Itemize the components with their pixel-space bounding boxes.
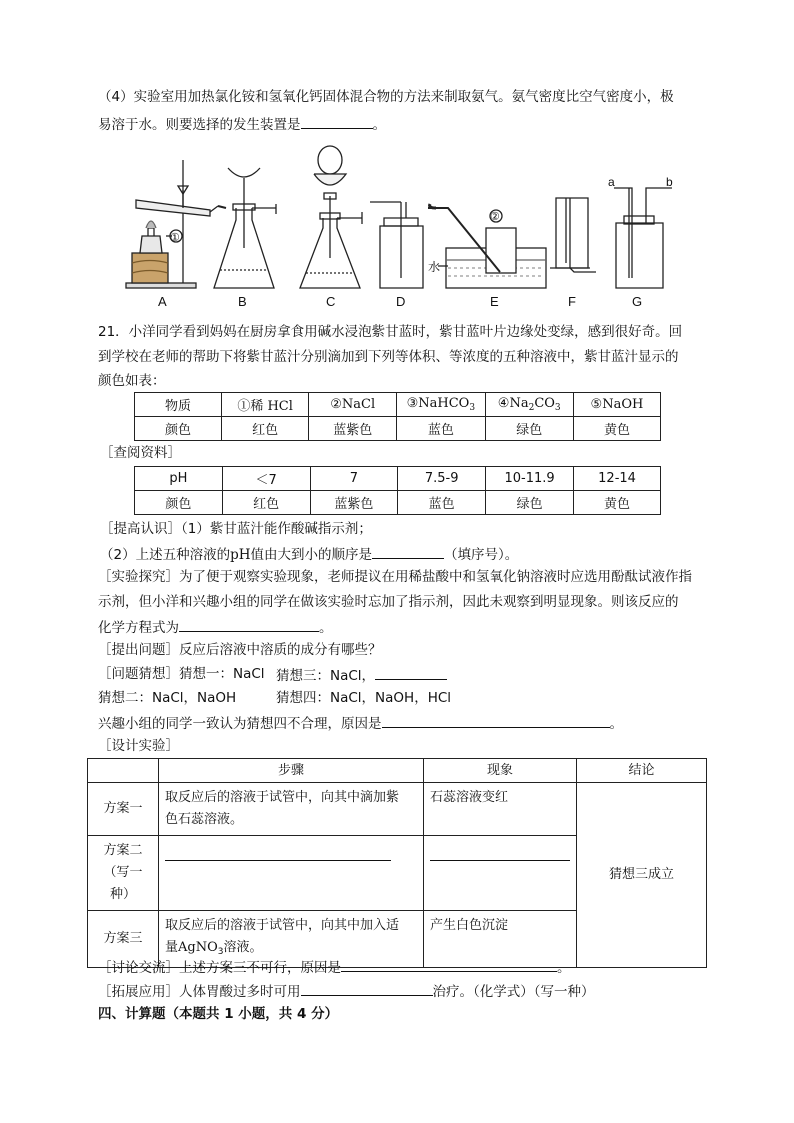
plan1-label: 方案一	[88, 783, 159, 836]
exp-header: 结论	[577, 759, 707, 783]
table2-cell: 12-14	[574, 467, 661, 491]
apparatus-c	[300, 146, 362, 288]
plan2-label-line: 方案二	[103, 843, 143, 858]
table1-cell: ②NaCl	[309, 393, 397, 417]
apparatus-g	[614, 188, 672, 288]
table1-cell: 蓝色	[397, 417, 485, 441]
answer-blank[interactable]	[375, 665, 447, 680]
q4-line2-end: 。	[372, 117, 386, 133]
q4-line1: （4）实验室用加热氯化铵和氢氧化钙固体混合物的方法来制取氨气。氨气密度比空气密度小，极	[98, 89, 674, 105]
answer-blank[interactable]	[341, 957, 557, 972]
q21-line3: 颜色如表：	[98, 373, 166, 389]
table2-cell: ＜7	[222, 467, 310, 491]
exp-header	[88, 759, 159, 783]
guess2-text: 猜想二：NaCl，NaOH	[98, 690, 237, 706]
table1-cell	[485, 393, 573, 417]
answer-blank[interactable]	[165, 846, 391, 861]
label-d: D	[396, 294, 406, 309]
table1-cell: ⑤NaOH	[573, 393, 660, 417]
apparatus-e	[428, 204, 546, 288]
answer-blank[interactable]	[372, 544, 444, 559]
plan2-label-line: （写一种）	[103, 865, 143, 902]
plan1-obs: 石蕊溶液变红	[424, 783, 577, 836]
plan3-label: 方案三	[88, 911, 159, 968]
guess3-text: 猜想三：NaCl，	[276, 668, 376, 684]
discuss-text: ［讨论交流］上述方案三不可行，原因是	[98, 960, 341, 976]
formula-text: ③NaHCO	[406, 396, 470, 411]
exp-header: 现象	[424, 759, 577, 783]
label-water: 水	[428, 260, 441, 274]
formula-text: ④Na	[497, 396, 529, 411]
plan3-text: 溶液。	[223, 940, 263, 955]
label-a: A	[158, 294, 167, 309]
q4-line2	[98, 114, 386, 134]
plan3-step-line: 取反应后的溶液于试管中，向其中加入适	[165, 918, 400, 933]
plan1-step-line: 色石蕊溶液。	[165, 812, 244, 827]
table1-cell: 颜色	[135, 417, 222, 441]
design-heading: ［设计实验］	[98, 738, 179, 754]
table2-cell: 颜色	[135, 491, 223, 515]
label-e: E	[490, 294, 499, 309]
plan2-step	[159, 836, 424, 911]
plan2-obs	[424, 836, 577, 911]
section4-heading: 四、计算题（本题共 1 小题，共 4 分）	[98, 1006, 339, 1022]
unreasonable-end: 。	[609, 716, 623, 732]
discuss-line	[98, 957, 571, 977]
explore-line3	[98, 617, 333, 637]
formula-text: AgNO	[178, 940, 218, 955]
table2-cell: 蓝紫色	[310, 491, 398, 515]
indicator-table	[134, 392, 661, 441]
label-circle-1: ①	[170, 232, 180, 244]
q4-line2-text: 易溶于水。则要选择的发生装置是	[98, 117, 301, 133]
improve-text: ［提高认识］（1）紫甘蓝汁能作酸碱指示剂；	[100, 521, 372, 537]
discuss-end: 。	[557, 960, 571, 976]
table2-cell: 7	[310, 467, 398, 491]
table1-cell: 黄色	[573, 417, 660, 441]
apparatus-f	[550, 198, 596, 272]
table2-cell: 10-11.9	[486, 467, 574, 491]
formula-sub: 2	[528, 403, 535, 413]
answer-blank[interactable]	[430, 846, 570, 861]
label-b-port: b	[666, 175, 673, 189]
table1-cell: 红色	[221, 417, 308, 441]
answer-blank[interactable]	[301, 114, 373, 129]
label-a-port: a	[608, 175, 615, 189]
guess1-text: ［问题猜想］猜想一：NaCl	[98, 666, 265, 682]
formula-sub: 3	[217, 947, 224, 957]
table2-cell: 绿色	[486, 491, 574, 515]
label-c: C	[326, 294, 336, 309]
explore-line1: ［实验探究］为了便于观察实验现象，老师提议在用稀盐酸中和氢氧化钠溶液时应选用酚酞试液作指	[98, 569, 692, 585]
conclusion-cell: 猜想三成立	[577, 783, 707, 968]
question-text: ［提出问题］反应后溶液中溶质的成分有哪些？	[98, 642, 382, 658]
formula-sub: 3	[554, 403, 561, 413]
label-g: G	[632, 294, 643, 309]
ph-table	[134, 466, 661, 515]
q2-text-end: （填序号）。	[444, 547, 519, 563]
plan3-obs: 产生白色沉淀	[424, 911, 577, 968]
apparatus-b	[214, 168, 276, 288]
q2-text: （2）上述五种溶液的	[100, 547, 231, 563]
extend-end: 治疗。（化学式）（写一种）	[432, 984, 595, 1000]
guess4-text: 猜想四：NaCl，NaOH，HCl	[276, 690, 452, 706]
table2-cell: 红色	[222, 491, 310, 515]
table2-cell: pH	[135, 467, 223, 491]
label-circle-2: ②	[490, 211, 500, 223]
plan1-step-line: 取反应后的溶液于试管中，向其中滴加紫	[165, 790, 400, 805]
label-b: B	[238, 294, 247, 309]
plan1-step	[159, 783, 424, 836]
formula-text: CO	[534, 396, 555, 411]
table2-cell: 7.5-9	[398, 467, 486, 491]
extend-line	[98, 981, 595, 1001]
query-heading: ［查阅资料］	[100, 445, 181, 461]
q21-line1: 21．小洋同学看到妈妈在厨房拿食用碱水浸泡紫甘蓝时，紫甘蓝叶片边缘处变绿，感到很好奇。回	[98, 324, 683, 340]
answer-blank[interactable]	[382, 713, 610, 728]
table1-cell	[397, 393, 485, 417]
table1-cell: 物质	[135, 393, 222, 417]
table2-cell: 蓝色	[398, 491, 486, 515]
label-f: F	[568, 294, 576, 309]
apparatus-a	[126, 160, 226, 288]
guess3-line	[276, 665, 447, 685]
experiment-table	[87, 758, 707, 968]
q2-ph: pH	[230, 547, 251, 563]
explore-line2: 示剂，但小洋和兴趣小组的同学在做该实验时忘加了指示剂，因此未观察到明显现象。则该反应的	[98, 594, 679, 610]
answer-blank[interactable]	[179, 617, 319, 632]
unreasonable-line	[98, 713, 623, 733]
formula-sub: 3	[469, 403, 476, 413]
q2-line	[100, 544, 518, 564]
q21-line2: 到学校在老师的帮助下将紫甘蓝汁分别滴加到下列等体积、等浓度的五种溶液中，紫甘蓝汁显示的	[98, 349, 679, 365]
table1-cell: 蓝紫色	[309, 417, 397, 441]
exp-header: 步骤	[159, 759, 424, 783]
apparatus-d	[370, 202, 423, 288]
unreasonable-text: 兴趣小组的同学一致认为猜想四不合理，原因是	[98, 716, 382, 732]
answer-blank[interactable]	[301, 981, 433, 996]
explore-text: 化学方程式为	[98, 620, 179, 636]
table2-cell: 黄色	[574, 491, 661, 515]
q2-text-mid: 值由大到小的顺序是	[250, 547, 373, 563]
explore-end: 。	[319, 620, 333, 636]
plan3-text: 量	[165, 940, 179, 955]
table1-cell: ①稀 HCl	[221, 393, 308, 417]
lab-apparatus-figure	[118, 138, 698, 313]
plan2-label	[88, 836, 159, 911]
table1-cell: 绿色	[485, 417, 573, 441]
extend-text: ［拓展应用］人体胃酸过多时可用	[98, 984, 301, 1000]
